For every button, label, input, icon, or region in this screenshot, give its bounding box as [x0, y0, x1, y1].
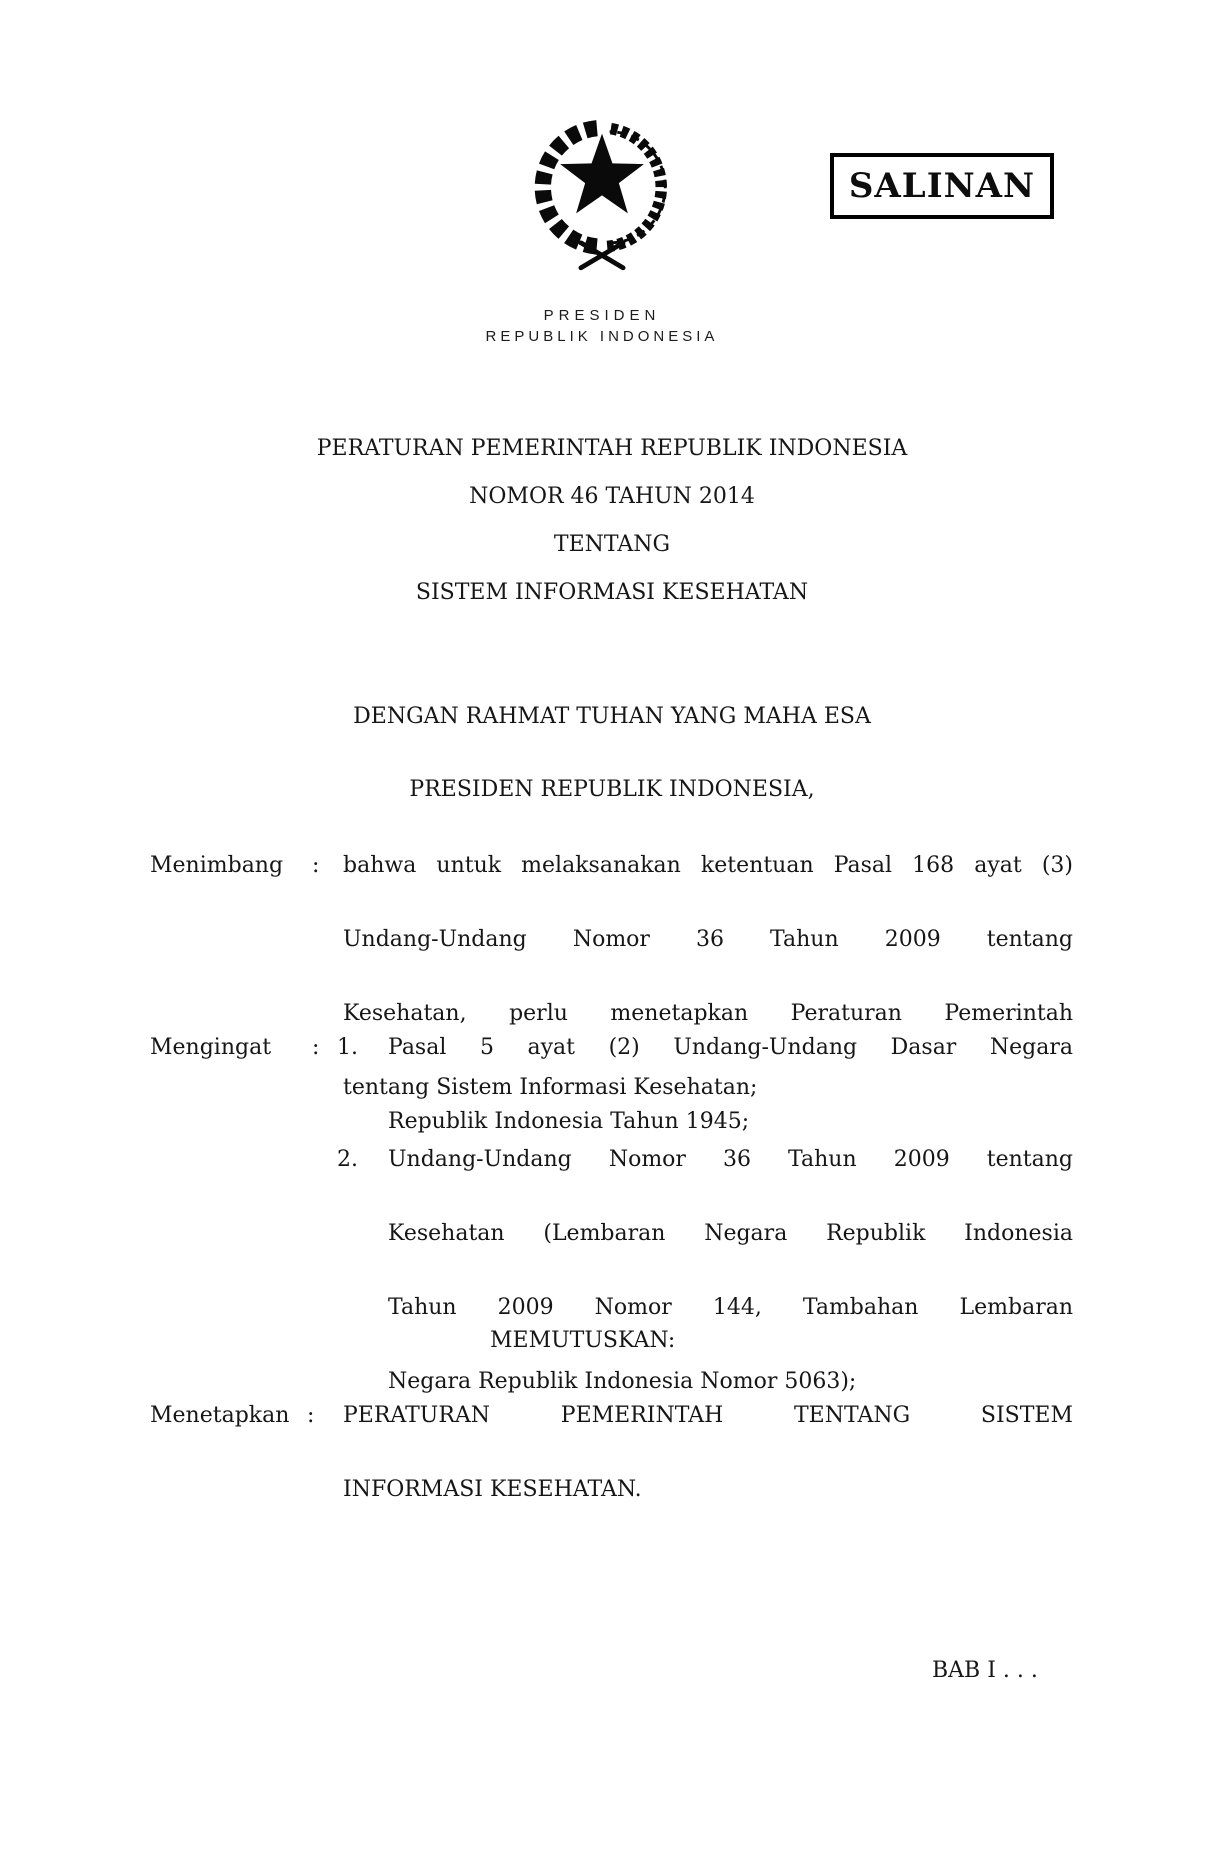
observing-item2-number: 2. [337, 1147, 358, 1172]
observing-item2-line: Negara Republik Indonesia Nomor 5063); [388, 1369, 857, 1394]
considering-line: Kesehatan, perlu menetapkan Peraturan Pemerintah [343, 1001, 1073, 1026]
regulation-subject-line: SISTEM INFORMASI KESEHATAN [415, 580, 809, 605]
observing-item1-number: 1. [337, 1035, 358, 1060]
observing-item2-line: Kesehatan (Lembaran Negara Republik Indonesia [388, 1221, 1073, 1246]
wreath-crossed-stems [581, 243, 623, 268]
observing-item2 [388, 1141, 1073, 1400]
star-icon [560, 134, 644, 214]
regulation-title-line1: PERATURAN PEMERINTAH REPUBLIK INDONESIA [316, 436, 908, 461]
presidential-emblem-icon [524, 103, 680, 285]
observing-label: Mengingat [150, 1035, 272, 1060]
observing-item2-line: Tahun 2009 Nomor 144, Tambahan Lembaran [388, 1295, 1073, 1320]
salinan-stamp-label: SALINAN [848, 166, 1036, 206]
considering-line: tentang Sistem Informasi Kesehatan; [343, 1075, 758, 1100]
observing-item1 [388, 1029, 1073, 1140]
stipulating-line: PERATURAN PEMERINTAH TENTANG SISTEM [343, 1403, 1073, 1428]
observing-item1-line: Pasal 5 ayat (2) Undang-Undang Dasar Negara [388, 1035, 1073, 1060]
regulation-number-line: NOMOR 46 TAHUN 2014 [469, 484, 755, 509]
stipulating-paragraph [343, 1397, 1073, 1508]
decision-heading: MEMUTUSKAN: [490, 1328, 676, 1353]
salinan-stamp [830, 153, 1054, 219]
stipulating-line: INFORMASI KESEHATAN. [343, 1477, 642, 1502]
observing-colon: : [312, 1035, 320, 1060]
considering-line: Undang-Undang Nomor 36 Tahun 2009 tentang [343, 927, 1073, 952]
considering-colon: : [312, 853, 320, 878]
stipulating-colon: : [307, 1403, 315, 1428]
considering-label: Menimbang [150, 853, 284, 878]
regulation-tentang-line: TENTANG [553, 532, 671, 557]
institution-line2: REPUBLIK INDONESIA [485, 328, 719, 345]
stipulating-label: Menetapkan [150, 1403, 290, 1428]
authority-line: PRESIDEN REPUBLIK INDONESIA, [409, 777, 815, 802]
regulation-title-block [0, 425, 1224, 617]
institution-line1: PRESIDEN [543, 307, 661, 324]
institution-caption [402, 306, 802, 347]
invocation-line: DENGAN RAHMAT TUHAN YANG MAHA ESA [353, 704, 871, 729]
considering-line: bahwa untuk melaksanakan ketentuan Pasal 168 ayat (3) [343, 853, 1073, 878]
catchword: BAB I . . . [932, 1658, 1038, 1683]
observing-item2-line: Undang-Undang Nomor 36 Tahun 2009 tentang [388, 1147, 1073, 1172]
observing-item1-line: Republik Indonesia Tahun 1945; [388, 1109, 750, 1134]
